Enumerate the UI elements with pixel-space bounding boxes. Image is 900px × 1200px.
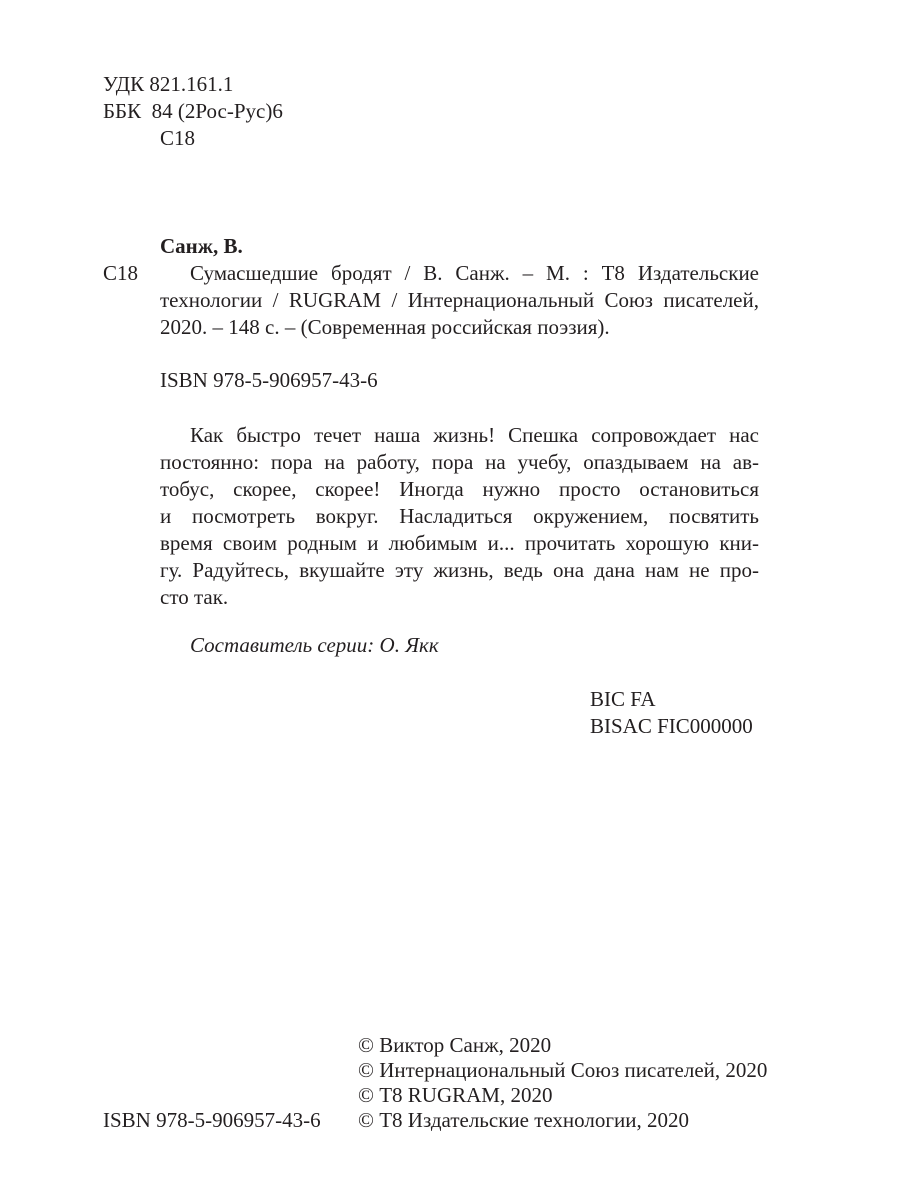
- annotation-line: сто так.: [160, 585, 229, 609]
- copyright-line: © Виктор Санж, 2020: [358, 1033, 552, 1057]
- bibliographic-line: 2020. – 148 с. – (Современная российская поэзия).: [160, 315, 610, 339]
- copyright-line: © Т8 RUGRAM, 2020: [358, 1083, 553, 1107]
- isbn-record: ISBN 978-5-906957-43-6: [160, 368, 378, 392]
- annotation-line: гу. Радуйтесь, вкушайте эту жизнь, ведь она дана нам не про-: [160, 558, 759, 582]
- annotation-line: время своим родным и любимым и... прочитать хорошую кни-: [160, 531, 759, 555]
- bbk-code: ББК 84 (2Рос-Рус)6: [103, 99, 283, 123]
- copyright-line: © Т8 Издательские технологии, 2020: [358, 1108, 689, 1132]
- author-mark-top: С18: [160, 126, 196, 150]
- annotation-line: и посмотреть вокруг. Насладиться окружением, посвятить: [160, 504, 759, 528]
- bibliographic-line: Сумасшедшие бродят / В. Санж. – М. : Т8 Издательские: [190, 261, 759, 285]
- series-compiler: Составитель серии: О. Якк: [190, 633, 439, 657]
- udk-code: УДК 821.161.1: [103, 72, 234, 96]
- annotation-line: постоянно: пора на работу, пора на учебу, опаздываем на ав-: [160, 450, 759, 474]
- author-heading: Санж, В.: [160, 234, 243, 258]
- bic-code: BIC FA: [590, 687, 656, 711]
- copyright-line: © Интернациональный Союз писателей, 2020: [358, 1058, 768, 1082]
- annotation-line: тобус, скорее, скорее! Иногда нужно просто остановиться: [160, 477, 759, 501]
- bisac-code: BISAC FIC000000: [590, 714, 753, 738]
- author-mark-record: С18: [103, 261, 139, 285]
- annotation-line: Как быстро течет наша жизнь! Спешка сопровождает нас: [190, 423, 759, 447]
- isbn-footer: ISBN 978-5-906957-43-6: [103, 1108, 321, 1132]
- bibliographic-line: технологии / RUGRAM / Интернациональный Союз писателей,: [160, 288, 759, 312]
